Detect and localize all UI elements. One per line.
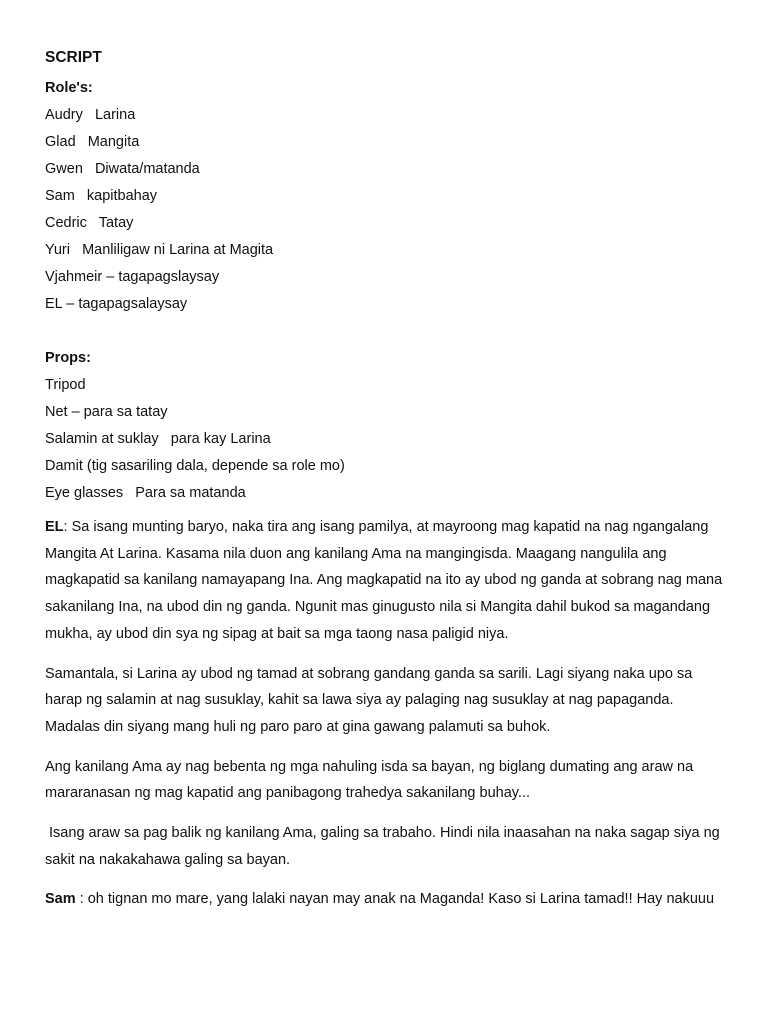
role-line: Sam kapitbahay <box>45 188 158 204</box>
spacer <box>45 318 725 345</box>
paragraph-text: : oh tignan mo mare, yang lalaki nayan may anak na Maganda! Kaso si Larina tamad!! Hay nakuuu <box>75 891 715 908</box>
script-paragraph <box>45 886 725 913</box>
role-line: Yuri Manliligaw ni Larina at Magita <box>45 242 274 258</box>
roles-heading: Role's: <box>45 80 93 96</box>
role-line: Gwen Diwata/matanda <box>45 161 200 177</box>
document-page <box>45 46 725 913</box>
speaker-name: EL <box>45 519 64 535</box>
paragraph-text: Samantala, si Larina ay ubod ng tamad at sobrang gandang ganda sa sarili. Lagi siyang naka upo sa harap ng salamin at nag susuklay, kahit sa lawa siya ay palaging nag susuklay at nag papaganda. Madalas din siyang mang huli ng paro paro at gina gawang palamuti sa buhok. <box>45 665 693 735</box>
script-paragraph <box>45 754 725 807</box>
prop-line: Damit (tig sasariling dala, depende sa role mo) <box>45 458 345 474</box>
paragraph-text: Isang araw sa pag balik ng kanilang Ama, galing sa trabaho. Hindi nila inaasahan na naka sagap siya ng sakit na nakakahawa galing sa bayan. <box>45 825 724 868</box>
prop-line: Tripod <box>45 377 86 393</box>
script-paragraph <box>45 661 725 741</box>
paragraph-text: : Sa isang munting baryo, naka tira ang isang pamilya, at mayroong mag kapatid na nag ngangalang Mangita At Larina. Kasama nila duon ang kanilang Ama na mangingisda. Maagang nangulila ang magkapatid sa kanilang namayapang Ina. Ang magkapatid na ito ay ubod ng ganda at sobrang nag mana sakanilang Ina, na ubod din ng ganda. Ngunit mas ginugusto nila si Mangita dahil bukod sa magandang mukha, ay ubod din sya ng sipag at bait sa mga taong nasa paligid niya. <box>45 519 723 642</box>
prop-line: Eye glasses Para sa matanda <box>45 485 246 501</box>
document-title: SCRIPT <box>45 49 102 66</box>
props-heading: Props: <box>45 350 91 366</box>
paragraph-text: Ang kanilang Ama ay nag bebenta ng mga nahuling isda sa bayan, ng biglang dumating ang araw na mararanasan ng mag kapatid ang panibagong trahedya sakanilang buhay... <box>45 758 694 802</box>
role-line: Cedric Tatay <box>45 215 134 231</box>
props-list <box>45 372 725 507</box>
script-paragraph <box>45 820 725 873</box>
role-line: Audry Larina <box>45 107 136 123</box>
prop-line: Net – para sa tatay <box>45 404 168 420</box>
role-line: Vjahmeir – tagapagslaysay <box>45 269 220 285</box>
prop-line: Salamin at suklay para kay Larina <box>45 431 271 447</box>
role-line: Glad Mangita <box>45 134 140 150</box>
speaker-name: Sam <box>45 891 76 908</box>
script-paragraph <box>45 514 725 648</box>
roles-list <box>45 102 725 318</box>
role-line: EL – tagapagsalaysay <box>45 296 188 312</box>
